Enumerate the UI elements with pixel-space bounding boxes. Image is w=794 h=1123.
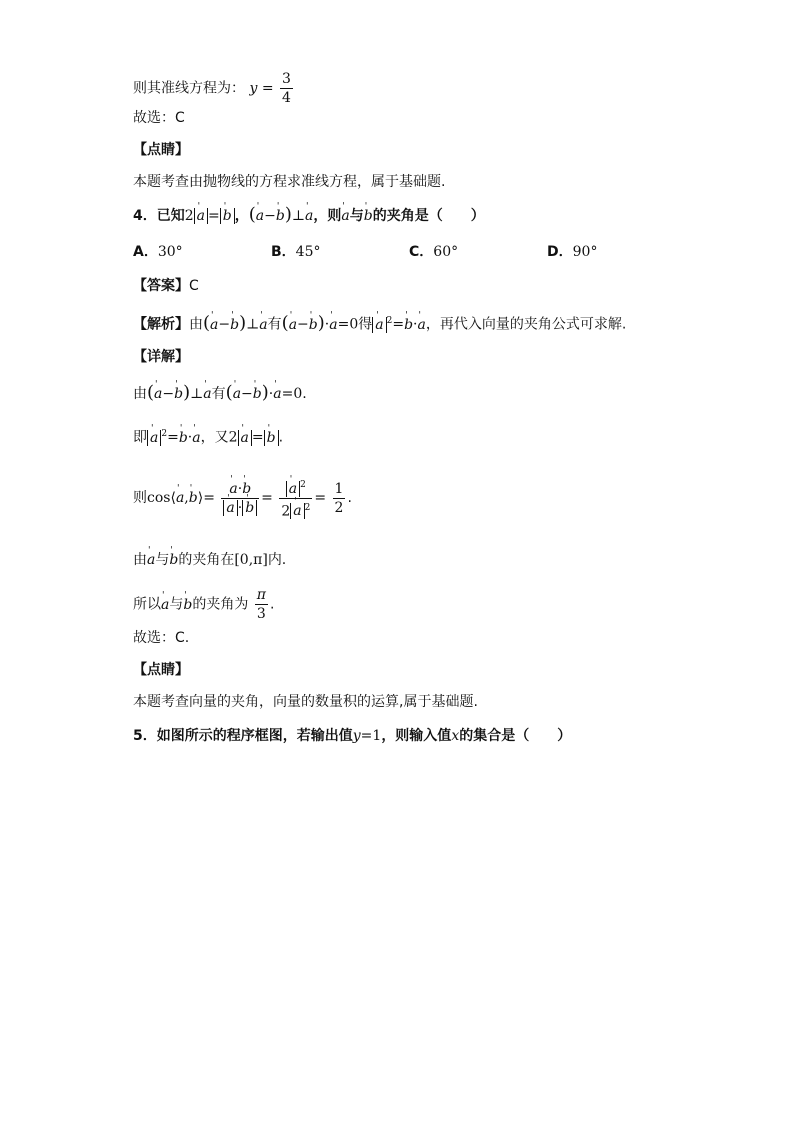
answer-line	[133, 276, 199, 296]
vec-a: ' a	[154, 384, 162, 404]
vec-a: ' a	[203, 384, 211, 404]
directrix-line	[133, 70, 295, 106]
vec-a: ' a	[147, 550, 155, 570]
minus: −	[241, 386, 253, 402]
text: 由	[189, 316, 203, 333]
minus: −	[264, 208, 276, 224]
minus: −	[218, 316, 231, 333]
square: 2	[304, 502, 311, 513]
option-value: 60°	[433, 244, 459, 260]
two: 2	[281, 503, 291, 520]
text: 由	[133, 386, 147, 402]
dot: ·	[268, 386, 274, 402]
detail-step-1: 由(' a−' b)⊥' a有(' a−' b)·' a=0.	[133, 383, 307, 404]
vec-b: ' b	[169, 550, 178, 570]
eq: =	[261, 490, 273, 506]
vec-a: ' a	[229, 480, 237, 498]
var-y: y	[249, 80, 258, 97]
option-letter: C．	[409, 244, 434, 260]
option-letter: D．	[547, 244, 573, 260]
q5-tail: 的集合是（ ）	[459, 728, 572, 744]
detail-label: 【详解】	[133, 349, 189, 365]
vec-a: ' a	[226, 500, 234, 516]
option-b[interactable]	[271, 242, 321, 262]
comment-text-2: 本题考查向量的夹角，向量的数量积的运算,属于基础题.	[133, 694, 478, 710]
q4-tail: 的夹角是（ ）	[372, 208, 485, 224]
vec-b: ' b	[242, 480, 251, 498]
text: 的夹角在	[178, 552, 235, 568]
vec-b: ' b	[364, 206, 373, 226]
dot: ·	[237, 480, 243, 497]
vec-b: ' b	[230, 315, 239, 335]
answer-value: C	[189, 278, 199, 294]
var-x: x	[451, 728, 460, 744]
text: ，再代入向量的夹角公式可求解.	[425, 316, 627, 333]
square: 2	[300, 479, 306, 490]
vec-a: ' a	[176, 468, 184, 528]
denominator: 4	[282, 90, 291, 106]
numerator: 1	[334, 480, 344, 497]
square: 2	[161, 429, 168, 439]
vec-b: ' b	[404, 315, 413, 335]
minus: −	[297, 316, 309, 333]
text: 内.	[267, 552, 287, 568]
vec-b: ' b	[223, 208, 232, 224]
vec-a: ' a	[273, 384, 281, 404]
eq: =	[167, 429, 179, 446]
eq: =	[314, 490, 327, 506]
vec-a: ' a	[210, 315, 218, 335]
vec-a: ' a	[293, 503, 301, 519]
q4-label: 4．已知	[133, 208, 185, 224]
eq: =	[203, 490, 215, 506]
detail-step-4	[133, 550, 286, 570]
option-value: 30°	[157, 244, 183, 260]
fraction-3-4	[280, 70, 293, 107]
vec-b: ' b	[276, 206, 285, 226]
perp: ⊥	[291, 208, 306, 224]
eq: =	[208, 208, 220, 224]
range: [0,π]	[234, 552, 268, 568]
option-d[interactable]	[547, 242, 597, 262]
dot: ·	[237, 499, 243, 516]
vec-a: ' a	[259, 315, 267, 335]
choice-line: 故选：C	[133, 110, 185, 126]
vec-a: ' a	[417, 315, 425, 335]
detail-step-5	[133, 586, 274, 620]
eq: =	[392, 316, 405, 333]
detail-step-3: 则cos⟨' a,' b⟩= ' a·' b ' a ·' b = ' $\frac{a ^2}{2' a ^2}$ = $\frac{1}{2}$ .	[133, 468, 352, 528]
vec-b: ' b	[309, 315, 318, 335]
vec-b: ' b	[183, 588, 192, 622]
vec-a: ' a	[233, 384, 241, 404]
text: ，又	[200, 429, 229, 446]
eq-one: =1	[360, 728, 382, 744]
and: 与	[155, 552, 170, 568]
vec-b: ' b	[189, 468, 198, 528]
comma: ，	[234, 208, 249, 224]
period: .	[347, 490, 352, 506]
text: ，则输入值	[381, 728, 452, 744]
text: 所以	[133, 596, 161, 613]
fraction-one-half	[333, 480, 346, 517]
vec-b: ' b	[179, 428, 188, 448]
two: 2	[184, 208, 194, 224]
vec-b: ' b	[174, 384, 183, 404]
answer-label: 【答案】	[133, 278, 189, 294]
perp: ⊥	[190, 386, 204, 402]
vec-a: ' a	[161, 588, 169, 622]
denominator: 3	[256, 606, 266, 622]
var-y: y	[352, 728, 361, 744]
vec-b: ' b	[267, 430, 276, 446]
minus: −	[162, 386, 175, 402]
vec-a: ' a	[375, 317, 383, 333]
vec-a: ' a	[289, 481, 297, 497]
text: 得	[358, 316, 373, 333]
numerator: 3	[282, 71, 291, 87]
text: 则其准线方程为：	[133, 80, 245, 97]
perp: ⊥	[246, 316, 260, 333]
option-c[interactable]	[409, 242, 458, 262]
vec-a: ' a	[341, 206, 349, 226]
vec-a: ' a	[329, 315, 337, 335]
text: 由	[133, 552, 147, 568]
comma: ,	[184, 490, 189, 506]
question-5	[133, 726, 571, 746]
vec-a: ' a	[241, 430, 249, 446]
option-letter: B．	[271, 244, 296, 260]
question-4: 4．已知2' a =' b ，(' a−' b)⊥' a，则' a与' b的夹角是（ ）	[133, 205, 485, 226]
q5-label: 5．如图所示的程序框图，若输出值	[133, 728, 353, 744]
eq-zero: =0.	[281, 386, 307, 402]
option-letter: A．	[133, 244, 158, 260]
comment-label-2: 【点睛】	[133, 662, 189, 678]
vec-a: ' a	[150, 430, 158, 446]
and: 与	[169, 596, 184, 613]
cos: cos	[147, 490, 171, 506]
option-value: 90°	[572, 244, 598, 260]
option-a[interactable]	[133, 242, 183, 262]
eq-zero: =0	[337, 316, 359, 333]
numerator: π	[256, 587, 266, 603]
vec-a: ' a	[305, 206, 313, 226]
and: 与	[349, 208, 364, 224]
text: 即	[133, 429, 147, 446]
detail-choice: 故选：C.	[133, 630, 190, 646]
analysis-label: 【解析】	[133, 316, 189, 333]
comment-label: 【点睛】	[133, 142, 189, 158]
detail-step-2	[133, 424, 283, 448]
vec-a: ' a	[289, 315, 297, 335]
dot: ·	[324, 316, 330, 333]
vec-a: ' a	[192, 428, 200, 448]
dot: ·	[413, 316, 418, 333]
comment-text: 本题考查由抛物线的方程求准线方程，属于基础题.	[133, 174, 446, 190]
text: 的夹角为	[192, 596, 249, 613]
vec-b: ' b	[253, 384, 262, 404]
vec-b: ' b	[245, 500, 254, 516]
period: .	[278, 429, 284, 446]
text: 有	[211, 386, 226, 402]
fraction-pi-3	[255, 586, 268, 623]
vec-a: ' a	[256, 206, 264, 226]
equals: =	[261, 80, 274, 97]
square: 2	[386, 316, 393, 326]
denominator: 2	[334, 499, 344, 516]
fraction-dot-over-norms	[221, 480, 259, 517]
analysis-line: 【解析】由(' a−' b)⊥' a有(' a−' b)·' a=0得' a $^2$=' b·' a，再代入向量的夹角公式可求解.	[133, 311, 626, 335]
two: 2	[228, 429, 238, 446]
eq: =	[251, 429, 264, 446]
fraction-a2-over-2a2	[279, 476, 312, 520]
dot: ·	[187, 429, 193, 446]
text: 则	[133, 490, 147, 506]
then: ，则	[313, 208, 342, 224]
vec-a: ' a	[197, 208, 205, 224]
text: 有	[267, 316, 282, 333]
period: .	[269, 596, 275, 613]
option-value: 45°	[295, 244, 321, 260]
